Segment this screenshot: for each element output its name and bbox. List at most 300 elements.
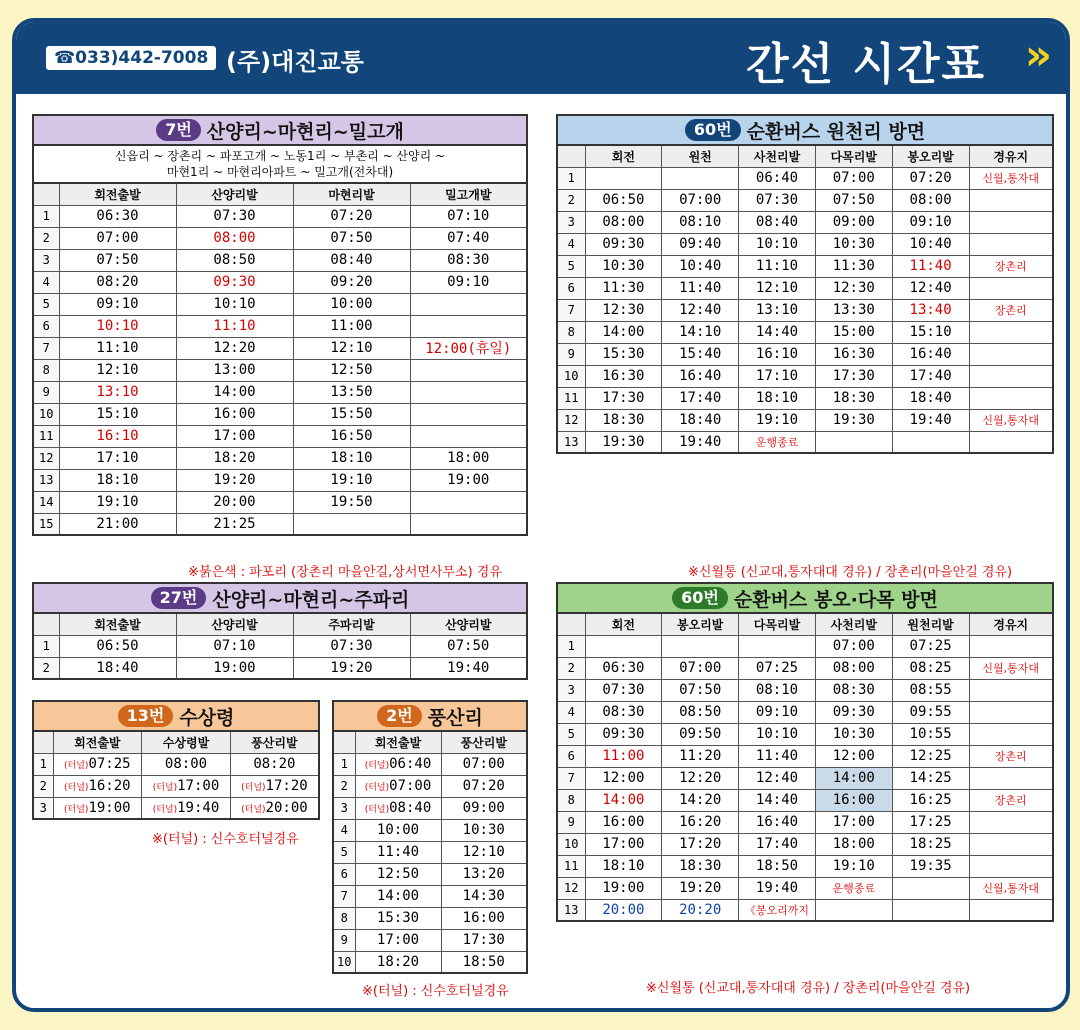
time-cell: 14:00	[585, 321, 662, 343]
time-cell: 12:30	[815, 277, 892, 299]
time-cell: 08:30	[815, 679, 892, 701]
row-number: 8	[557, 789, 585, 811]
time-cell: 14:00	[585, 789, 662, 811]
time-cell: 08:30	[585, 701, 662, 723]
table-row	[33, 249, 527, 271]
row-number: 5	[557, 255, 585, 277]
time-cell: 10:10	[176, 293, 293, 315]
time-cell: 13:10	[739, 299, 816, 321]
time-cell	[410, 403, 527, 425]
time-cell: 12:30	[585, 299, 662, 321]
time-cell	[662, 167, 739, 189]
table-row	[33, 403, 527, 425]
time-cell: 09:10	[410, 271, 527, 293]
table-row	[557, 877, 1053, 899]
time-cell: 07:20	[293, 205, 410, 227]
time-cell: 12:10	[739, 277, 816, 299]
row-number: 2	[33, 775, 53, 797]
route-13	[32, 700, 320, 847]
tunnel-mark: (터널)	[241, 783, 266, 793]
column-header: 회전출발	[59, 183, 176, 205]
tunnel-mark: (터널)	[152, 783, 178, 793]
time-cell: 16:25	[892, 789, 969, 811]
time-cell: 10:10	[59, 315, 176, 337]
time-cell: 17:10	[59, 447, 176, 469]
time-cell: 장촌리	[969, 745, 1053, 767]
table-row	[557, 277, 1053, 299]
time-cell: 08:00	[585, 211, 662, 233]
time-cell: 12:10	[441, 841, 527, 863]
time-cell: (터널)19:00	[53, 797, 142, 819]
time-cell: 06:30	[585, 657, 662, 679]
route-title: 산양리~마현리~주파리	[212, 588, 410, 611]
time-cell: 12:10	[59, 359, 176, 381]
route-60a-header	[556, 114, 1054, 144]
column-header	[557, 145, 585, 167]
table-row	[33, 227, 527, 249]
table-row	[333, 841, 527, 863]
route-60b-table	[556, 612, 1054, 922]
time-cell: 17:40	[892, 365, 969, 387]
time-cell	[815, 431, 892, 453]
time-cell: 19:10	[815, 855, 892, 877]
time-cell: 11:40	[892, 255, 969, 277]
time-cell: 08:00	[176, 227, 293, 249]
time-cell: 18:30	[662, 855, 739, 877]
route-title: 순환버스 원천리 방면	[746, 120, 926, 143]
time-cell: 18:25	[892, 833, 969, 855]
time-cell: 08:00	[142, 753, 231, 775]
time-cell: 18:40	[892, 387, 969, 409]
tunnel-mark: (터널)	[241, 804, 266, 815]
row-number: 4	[33, 271, 59, 293]
time-cell: 09:30	[176, 271, 293, 293]
column-header: 다목리발	[739, 613, 816, 635]
time-cell: 21:25	[176, 513, 293, 535]
time-cell	[739, 635, 816, 657]
route-badge: 7번	[156, 119, 201, 141]
time-cell: (터널)17:00	[142, 775, 231, 797]
row-number: 4	[557, 701, 585, 723]
row-number: 2	[557, 657, 585, 679]
time-cell: 18:40	[59, 657, 176, 679]
time-cell: 《봉오리까지	[739, 899, 816, 921]
table-row	[33, 359, 527, 381]
time-cell: 10:00	[293, 293, 410, 315]
time-cell	[410, 359, 527, 381]
route-60a-footnote: ※신월통 (신교대,통자대대 경유) / 장촌리(마을안길 경유)	[688, 565, 1013, 580]
time-cell: 장촌리	[969, 255, 1053, 277]
time-cell: 16:00	[176, 403, 293, 425]
row-number: 2	[33, 657, 59, 679]
time-cell: 19:00	[410, 469, 527, 491]
table-row	[333, 863, 527, 885]
time-cell: 13:50	[293, 381, 410, 403]
table-row	[557, 701, 1053, 723]
column-header: 봉오리발	[662, 613, 739, 635]
time-cell: 07:30	[176, 205, 293, 227]
time-cell: 신월,통자대	[969, 409, 1053, 431]
time-cell: 16:10	[59, 425, 176, 447]
time-cell: 16:20	[662, 811, 739, 833]
time-cell: 08:10	[662, 211, 739, 233]
column-header: 경유지	[969, 145, 1053, 167]
header-bar	[16, 22, 1066, 94]
time-cell	[410, 425, 527, 447]
column-header: 산양리발	[176, 613, 293, 635]
time-cell: 09:50	[662, 723, 739, 745]
route-27-header	[32, 582, 528, 612]
time-cell: 12:50	[355, 863, 441, 885]
route-13-footnote: ※(터널) : 신수호터널경유	[152, 832, 299, 847]
time-cell: 06:50	[59, 635, 176, 657]
time-cell: 19:40	[662, 431, 739, 453]
time-cell: 18:30	[815, 387, 892, 409]
time-cell: 07:50	[293, 227, 410, 249]
time-cell: 19:35	[892, 855, 969, 877]
row-number: 11	[557, 855, 585, 877]
time-cell: 18:40	[662, 409, 739, 431]
route-title: 수상령	[179, 706, 235, 729]
time-cell: 19:30	[815, 409, 892, 431]
time-cell	[969, 811, 1053, 833]
time-cell: 17:00	[355, 929, 441, 951]
time-cell: 08:50	[176, 249, 293, 271]
route-7-table	[32, 182, 528, 536]
time-cell: 11:10	[59, 337, 176, 359]
column-header	[33, 183, 59, 205]
table-row	[557, 321, 1053, 343]
time-cell: 06:50	[585, 189, 662, 211]
time-cell: 07:50	[59, 249, 176, 271]
table-row	[33, 337, 527, 359]
time-cell	[585, 167, 662, 189]
row-number: 9	[333, 929, 355, 951]
row-number: 3	[557, 211, 585, 233]
time-cell: 09:55	[892, 701, 969, 723]
time-cell: 07:20	[892, 167, 969, 189]
time-cell: 10:30	[441, 819, 527, 841]
row-number: 6	[333, 863, 355, 885]
table-row	[557, 811, 1053, 833]
time-cell: 19:50	[293, 491, 410, 513]
time-cell: 11:10	[739, 255, 816, 277]
table-row	[557, 387, 1053, 409]
time-cell: 18:10	[585, 855, 662, 877]
column-header: 주파리발	[293, 613, 410, 635]
time-cell: 07:00	[815, 635, 892, 657]
row-number: 1	[33, 753, 53, 775]
time-cell: 07:00	[815, 167, 892, 189]
route-badge: 60번	[685, 119, 741, 141]
row-number: 7	[33, 337, 59, 359]
time-cell: 17:30	[441, 929, 527, 951]
row-number: 10	[33, 403, 59, 425]
tunnel-mark: (터널)	[364, 783, 390, 793]
row-number: 7	[557, 299, 585, 321]
time-cell	[969, 365, 1053, 387]
time-cell: 운행종료	[815, 877, 892, 899]
time-cell: 19:00	[176, 657, 293, 679]
time-cell: 09:30	[585, 233, 662, 255]
row-number: 5	[333, 841, 355, 863]
column-header: 풍산리발	[230, 731, 319, 753]
column-header: 원천	[662, 145, 739, 167]
time-cell: 17:20	[662, 833, 739, 855]
tunnel-mark: (터널)	[152, 804, 178, 815]
route-13-header	[32, 700, 320, 730]
column-header: 회전출발	[355, 731, 441, 753]
time-cell: 20:20	[662, 899, 739, 921]
time-cell: 13:10	[59, 381, 176, 403]
time-cell: 14:20	[662, 789, 739, 811]
time-cell: 12:00	[815, 745, 892, 767]
time-cell: 16:40	[662, 365, 739, 387]
time-cell: 19:20	[176, 469, 293, 491]
time-cell: 15:30	[355, 907, 441, 929]
column-header: 경유지	[969, 613, 1053, 635]
column-header: 마현리발	[293, 183, 410, 205]
time-cell: 17:25	[892, 811, 969, 833]
table-row	[557, 635, 1053, 657]
time-cell: 19:10	[293, 469, 410, 491]
row-number: 8	[33, 359, 59, 381]
row-number: 12	[557, 877, 585, 899]
table-row	[557, 343, 1053, 365]
table-row	[33, 381, 527, 403]
table-row	[557, 899, 1053, 921]
time-cell: 15:00	[815, 321, 892, 343]
table-row	[33, 775, 319, 797]
time-cell: 10:40	[892, 233, 969, 255]
time-cell	[969, 211, 1053, 233]
time-cell: 16:40	[739, 811, 816, 833]
tunnel-mark: (터널)	[64, 761, 89, 771]
time-cell	[969, 833, 1053, 855]
time-cell: 07:00	[662, 657, 739, 679]
table-row	[333, 797, 527, 819]
table-row	[33, 513, 527, 535]
column-header: 회전	[585, 145, 662, 167]
time-cell: 13:40	[892, 299, 969, 321]
time-cell: 16:40	[892, 343, 969, 365]
time-cell: 12:20	[176, 337, 293, 359]
table-row	[557, 789, 1053, 811]
time-cell: 18:50	[441, 951, 527, 973]
time-cell: 08:00	[815, 657, 892, 679]
table-row	[33, 469, 527, 491]
time-cell: 19:10	[59, 491, 176, 513]
time-cell: (터널)07:00	[355, 775, 441, 797]
time-cell: 12:20	[662, 767, 739, 789]
time-cell: 09:30	[815, 701, 892, 723]
time-cell: 07:00	[662, 189, 739, 211]
page-title: 간선 시간표	[746, 39, 986, 90]
route-7-header	[32, 114, 528, 144]
row-number: 2	[333, 775, 355, 797]
time-cell: 16:50	[293, 425, 410, 447]
time-cell: 07:50	[662, 679, 739, 701]
table-row	[333, 819, 527, 841]
row-number: 5	[33, 293, 59, 315]
time-cell: 19:10	[739, 409, 816, 431]
row-number: 15	[33, 513, 59, 535]
table-row	[33, 315, 527, 337]
time-cell: 18:00	[815, 833, 892, 855]
time-cell: 08:30	[410, 249, 527, 271]
route-7-stops	[32, 144, 528, 182]
time-cell	[815, 899, 892, 921]
time-cell: 19:40	[739, 877, 816, 899]
table-row	[333, 753, 527, 775]
row-number: 10	[557, 833, 585, 855]
timetable-frame	[12, 18, 1070, 1012]
time-cell: 11:10	[176, 315, 293, 337]
row-number: 10	[333, 951, 355, 973]
row-number: 1	[33, 205, 59, 227]
time-cell: 14:00	[815, 767, 892, 789]
chevron-icon: »	[1024, 30, 1044, 79]
time-cell	[969, 701, 1053, 723]
time-cell: 19:00	[585, 877, 662, 899]
row-number: 1	[333, 753, 355, 775]
row-number: 1	[557, 635, 585, 657]
row-number: 1	[33, 635, 59, 657]
row-number: 3	[33, 249, 59, 271]
column-header	[557, 613, 585, 635]
row-number: 6	[557, 745, 585, 767]
time-cell: 11:40	[662, 277, 739, 299]
column-header: 풍산리발	[441, 731, 527, 753]
time-cell: 11:30	[585, 277, 662, 299]
time-cell: 19:40	[892, 409, 969, 431]
route-60-wonchon	[556, 114, 1054, 580]
table-row	[557, 299, 1053, 321]
table-row	[557, 255, 1053, 277]
time-cell: 12:50	[293, 359, 410, 381]
time-cell: 11:40	[355, 841, 441, 863]
column-header: 봉오리발	[892, 145, 969, 167]
time-cell: 07:25	[892, 635, 969, 657]
table-row	[557, 679, 1053, 701]
time-cell	[410, 513, 527, 535]
time-cell: 17:40	[739, 833, 816, 855]
time-cell: 17:30	[585, 387, 662, 409]
route-title: 순환버스 봉오·다목 방면	[733, 588, 938, 611]
time-cell: 18:20	[176, 447, 293, 469]
time-cell: 08:50	[662, 701, 739, 723]
table-row	[557, 365, 1053, 387]
table-row	[33, 635, 527, 657]
row-number: 13	[33, 469, 59, 491]
time-cell: 16:10	[739, 343, 816, 365]
time-cell: 10:30	[815, 723, 892, 745]
column-header: 산양리발	[176, 183, 293, 205]
time-cell: 14:00	[355, 885, 441, 907]
time-cell: 16:30	[815, 343, 892, 365]
time-cell: 07:50	[815, 189, 892, 211]
row-number: 1	[557, 167, 585, 189]
time-cell: 12:40	[662, 299, 739, 321]
time-cell: 07:25	[739, 657, 816, 679]
row-number: 11	[557, 387, 585, 409]
table-row	[333, 929, 527, 951]
time-cell: 08:20	[59, 271, 176, 293]
time-cell: 08:55	[892, 679, 969, 701]
time-cell: 운행종료	[739, 431, 816, 453]
time-cell: 07:40	[410, 227, 527, 249]
time-cell: 07:30	[585, 679, 662, 701]
route-2-header	[332, 700, 528, 730]
time-cell: 15:30	[585, 343, 662, 365]
route-2-table	[332, 730, 528, 974]
time-cell	[969, 723, 1053, 745]
time-cell: 18:10	[293, 447, 410, 469]
table-row	[33, 447, 527, 469]
route-badge: 13번	[118, 705, 174, 727]
route-27	[32, 582, 528, 680]
row-number: 2	[33, 227, 59, 249]
time-cell: 07:30	[293, 635, 410, 657]
time-cell: 13:00	[176, 359, 293, 381]
time-cell	[585, 635, 662, 657]
table-row	[33, 293, 527, 315]
column-header: 원천리발	[892, 613, 969, 635]
time-cell: 19:40	[410, 657, 527, 679]
time-cell	[969, 899, 1053, 921]
time-cell: 장촌리	[969, 299, 1053, 321]
time-cell: 19:20	[662, 877, 739, 899]
row-number: 7	[557, 767, 585, 789]
time-cell: 08:10	[739, 679, 816, 701]
time-cell: 07:50	[410, 635, 527, 657]
table-row	[557, 409, 1053, 431]
time-cell: 21:00	[59, 513, 176, 535]
time-cell: 14:25	[892, 767, 969, 789]
table-row	[557, 211, 1053, 233]
time-cell: 19:20	[293, 657, 410, 679]
column-header: 밀고개발	[410, 183, 527, 205]
table-row	[33, 271, 527, 293]
time-cell: 14:10	[662, 321, 739, 343]
time-cell: (터널)20:00	[230, 797, 319, 819]
route-title: 산양리~마현리~밀고개	[206, 120, 404, 143]
route-7-stops-line1: 신읍리 ~ 장촌리 ~ 파포고개 ~ 노동1리 ~ 부촌리 ~ 산양리 ~	[114, 149, 446, 163]
time-cell	[969, 189, 1053, 211]
time-cell: 10:10	[739, 233, 816, 255]
table-row	[557, 233, 1053, 255]
time-cell: 12:00	[585, 767, 662, 789]
time-cell: 14:00	[176, 381, 293, 403]
row-number: 3	[33, 797, 53, 819]
time-cell: 13:20	[441, 863, 527, 885]
time-cell: 08:40	[293, 249, 410, 271]
time-cell: 12:00(휴일)	[410, 337, 527, 359]
row-number: 9	[33, 381, 59, 403]
row-number: 4	[557, 233, 585, 255]
time-cell: 08:20	[230, 753, 319, 775]
phone-number: ☎033)442-7008	[46, 46, 216, 70]
column-header: 사천리발	[739, 145, 816, 167]
row-number: 8	[557, 321, 585, 343]
time-cell: 12:40	[739, 767, 816, 789]
time-cell	[410, 491, 527, 513]
route-13-table	[32, 730, 320, 820]
route-7-stops-line2: 마현1리 ~ 마현리아파트 ~ 밀고개(전차대)	[166, 165, 394, 179]
time-cell: (터널)06:40	[355, 753, 441, 775]
tunnel-mark: (터널)	[364, 805, 390, 815]
time-cell: 10:55	[892, 723, 969, 745]
